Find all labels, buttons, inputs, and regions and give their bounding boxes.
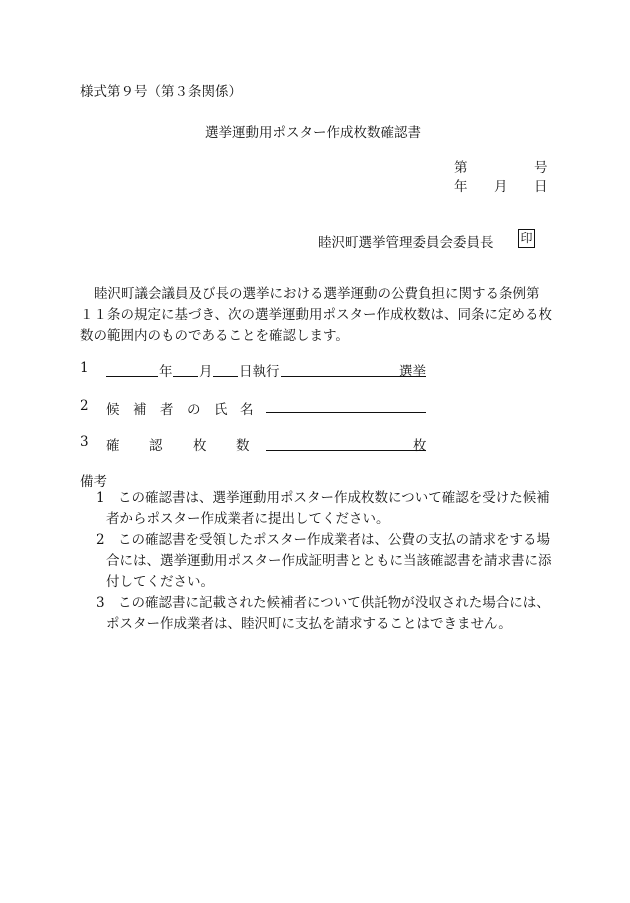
- item-1-month-label: 月: [199, 364, 213, 380]
- doc-number-suffix: 号: [534, 160, 548, 176]
- item-2-label-char: 候: [106, 402, 120, 418]
- item-2-label-char: 名: [240, 402, 254, 418]
- remark-number: 3: [96, 595, 105, 611]
- candidate-name-blank[interactable]: [266, 412, 426, 413]
- body-line-2: １１条の規定に基づき、次の選挙運動用ポスター作成枚数は、同条に定める枚: [80, 307, 552, 323]
- item-2-label-char: 補: [133, 402, 147, 418]
- remark-text-line: この確認書を受領したポスター作成業者は、公費の支払の請求をする場: [118, 532, 550, 548]
- remark-text-line: ポスター作成業者は、睦沢町に支払を請求することはできません。: [106, 616, 512, 632]
- item-2-number: 2: [80, 398, 89, 414]
- form-number: 様式第９号（第３条関係）: [80, 84, 242, 100]
- body-line-3: 数の範囲内のものであることを確認します。: [80, 328, 349, 344]
- item-1-month-blank[interactable]: [173, 376, 198, 377]
- item-1-year-label: 年: [159, 364, 173, 380]
- remark-text-line: この確認書は、選挙運動用ポスター作成枚数について確認を受けた候補: [118, 490, 550, 506]
- item-3-label-char: 数: [236, 438, 250, 454]
- seal-box: 印: [518, 229, 535, 248]
- body-line-1: 睦沢町議会議員及び長の選挙における選挙運動の公費負担に関する条例第: [94, 286, 540, 302]
- item-2-label-char: の: [187, 402, 201, 418]
- item-1-year-blank[interactable]: [106, 376, 158, 377]
- remark-text-line: 合には、選挙運動用ポスター作成証明書とともに当該確認書を請求書に添: [106, 553, 552, 569]
- item-2-label-char: 氏: [214, 402, 228, 418]
- date-year: 年: [454, 179, 468, 195]
- item-3-number: 3: [80, 434, 89, 450]
- issuer-name: 睦沢町選挙管理委員会委員長: [318, 235, 494, 251]
- item-1-day-blank[interactable]: [213, 376, 238, 377]
- remark-text-line: 付してください。: [106, 574, 214, 590]
- item-1-day-exec-label: 日執行: [239, 364, 280, 380]
- remark-text-line: 者からポスター作成業者に提出してください。: [106, 511, 390, 527]
- item-1-election-label: 選挙: [399, 364, 426, 380]
- remark-number: 2: [96, 532, 105, 548]
- remarks-heading: 備考: [80, 474, 107, 490]
- item-3-label-char: 枚: [193, 438, 207, 454]
- confirmed-count-blank[interactable]: [266, 450, 426, 451]
- document-title: 選挙運動用ポスター作成枚数確認書: [205, 125, 421, 141]
- item-2-label-char: 者: [160, 402, 174, 418]
- remark-number: 1: [96, 490, 105, 506]
- item-3-unit-label: 枚: [413, 438, 427, 454]
- item-3-label-char: 確: [106, 438, 120, 454]
- item-1-number: 1: [80, 360, 89, 376]
- doc-number-prefix: 第: [454, 160, 468, 176]
- remark-text-line: この確認書に記載された候補者について供託物が没収された場合には、: [118, 595, 550, 611]
- date-month: 月: [494, 179, 508, 195]
- date-day: 日: [534, 179, 548, 195]
- item-3-label-char: 認: [149, 438, 163, 454]
